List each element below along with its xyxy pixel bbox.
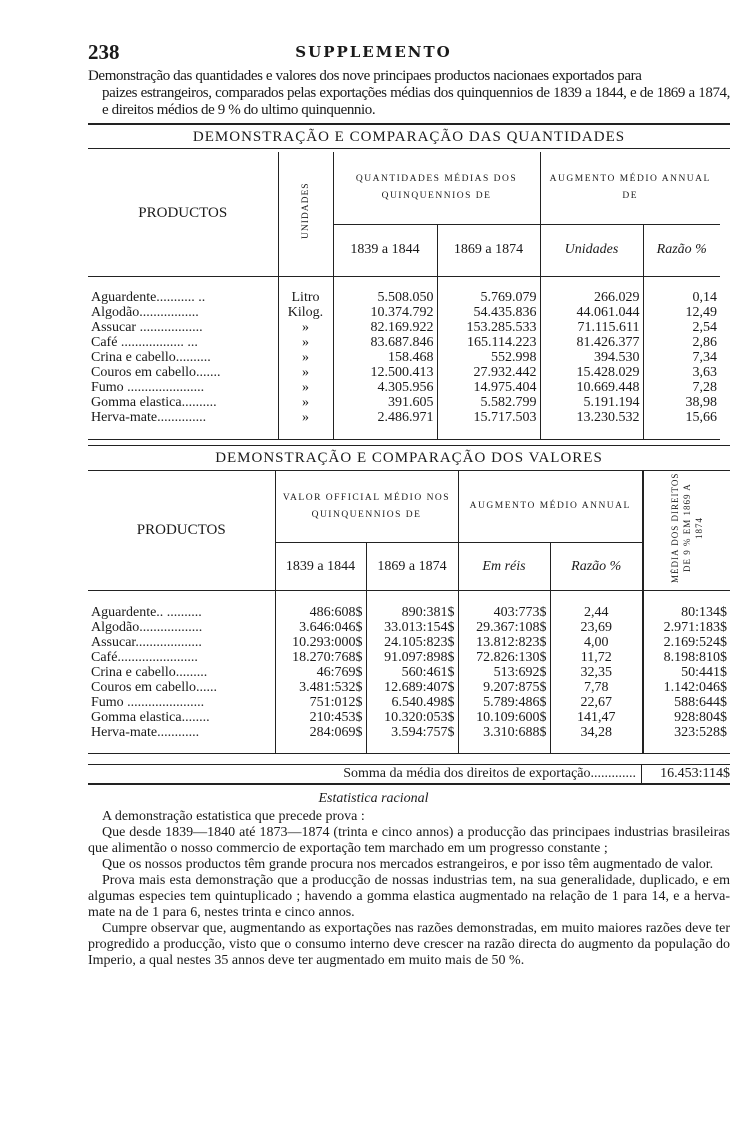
cell-value: 0,14 bbox=[643, 290, 720, 305]
cell-value: 38,98 bbox=[643, 395, 720, 410]
table-row bbox=[88, 680, 730, 695]
product-name: Assucar .................. bbox=[91, 320, 203, 335]
col-increase-ratio: Razão % bbox=[550, 543, 643, 591]
cell-value: 5.582.799 bbox=[437, 395, 540, 410]
divider bbox=[88, 148, 730, 149]
paragraph: A demonstração estatistica que precede prova : bbox=[102, 809, 365, 824]
section-heading: Estatistica racional bbox=[318, 791, 429, 806]
cell-value: 323:528$ bbox=[643, 725, 730, 740]
intro-line-2: paizes estrangeiros, comparados pelas exportações médias dos quinquennios de 1839 a 1844, e de 1869 a 1874, e direitos médios de 9 % do ultimo quinquennio. bbox=[102, 85, 730, 118]
product-name: Gomma elastica........ bbox=[91, 709, 210, 725]
body-text bbox=[88, 809, 730, 969]
cell-value: 3.646:046$ bbox=[275, 620, 366, 635]
table-row bbox=[88, 290, 720, 305]
cell-value: 18.270:768$ bbox=[275, 650, 366, 665]
col-increase-units: Unidades bbox=[540, 224, 643, 276]
product-name: Algodão.................. bbox=[91, 619, 203, 635]
table-row bbox=[88, 320, 720, 335]
cell-value: 284:069$ bbox=[275, 725, 366, 740]
cell-value: 82.169.922 bbox=[333, 320, 437, 335]
cell-value: 2,44 bbox=[550, 605, 643, 620]
cell-value: 32,35 bbox=[550, 665, 643, 680]
cell-value: Litro bbox=[278, 290, 333, 305]
cell-value: 54.435.836 bbox=[437, 305, 540, 320]
cell-value: 81.426.377 bbox=[540, 335, 643, 350]
table-row bbox=[88, 695, 730, 710]
cell-value: 10.669.448 bbox=[540, 380, 643, 395]
cell-value: 46:769$ bbox=[275, 665, 366, 680]
cell-value: 14.975.404 bbox=[437, 380, 540, 395]
cell-value: 83.687.846 bbox=[333, 335, 437, 350]
cell-value: 29.367:108$ bbox=[458, 620, 550, 635]
cell-value: 2,86 bbox=[643, 335, 720, 350]
cell-value: 403:773$ bbox=[458, 605, 550, 620]
cell-value: 13.812:823$ bbox=[458, 635, 550, 650]
table-row bbox=[88, 305, 720, 320]
cell-value: 2,54 bbox=[643, 320, 720, 335]
intro-caption bbox=[88, 68, 730, 119]
cell-value: 5.769.079 bbox=[437, 290, 540, 305]
cell-value: 15.717.503 bbox=[437, 410, 540, 425]
cell-value: 11,72 bbox=[550, 650, 643, 665]
product-name: Crina e cabello.......... bbox=[91, 350, 211, 365]
cell-value: » bbox=[278, 380, 333, 395]
cell-value: » bbox=[278, 365, 333, 380]
cell-value: 7,28 bbox=[643, 380, 720, 395]
col-increase-ratio: Razão % bbox=[643, 224, 720, 276]
cell-value: 391.605 bbox=[333, 395, 437, 410]
table-row bbox=[88, 725, 730, 740]
cell-value: 141,47 bbox=[550, 710, 643, 725]
cell-value: 15.428.029 bbox=[540, 365, 643, 380]
cell-value: 394.530 bbox=[540, 350, 643, 365]
cell-value: 10.320:053$ bbox=[366, 710, 458, 725]
group-avg-quantities: QUANTIDADES MÉDIAS DOS QUINQUENNIOS DE bbox=[333, 152, 540, 224]
cell-value: 158.468 bbox=[333, 350, 437, 365]
cell-value: 6.540.498$ bbox=[366, 695, 458, 710]
cell-value: 12,49 bbox=[643, 305, 720, 320]
cell-value: 560:461$ bbox=[366, 665, 458, 680]
cell-value: Kilog. bbox=[278, 305, 333, 320]
paragraph: Cumpre observar que, augmentando as exportações nas razões demonstradas, em muito maiores razões deve ter progredido a producção, visto que o consumo interno deve crescer na razão directa do augmento da população do Imperio, a qual nestes 35 annos deve ter augmentado em muito mais de 50 %. bbox=[88, 921, 730, 968]
table-bottom-spacer bbox=[88, 425, 720, 439]
cell-value: 10.293:000$ bbox=[275, 635, 366, 650]
cell-value: 266.029 bbox=[540, 290, 643, 305]
cell-value: 2.169:524$ bbox=[643, 635, 730, 650]
cell-value: 5.191.194 bbox=[540, 395, 643, 410]
table1-title: DEMONSTRAÇÃO E COMPARAÇÃO DAS QUANTIDADES bbox=[192, 129, 626, 145]
page-number: 238 bbox=[88, 40, 120, 64]
cell-value: 27.932.442 bbox=[437, 365, 540, 380]
table-row bbox=[88, 635, 730, 650]
product-name: Fumo ...................... bbox=[91, 380, 205, 395]
cell-value: 15,66 bbox=[643, 410, 720, 425]
cell-value: 9.207:875$ bbox=[458, 680, 550, 695]
col-products: PRODUCTOS bbox=[88, 471, 275, 591]
cell-value: 33.013:154$ bbox=[366, 620, 458, 635]
cell-value: 10.109:600$ bbox=[458, 710, 550, 725]
cell-value: 34,28 bbox=[550, 725, 643, 740]
divider bbox=[88, 123, 730, 125]
cell-value: » bbox=[278, 320, 333, 335]
paragraph: Prova mais esta demonstração que a producção de nossas industrias tem, na sua generalidade, duplicado, e em algumas especies tem quintuplicado ; havendo a gomma elastica augmentado na relação de 1 para 14, e a herva-mate na de 1 para 6, nestes trinta e cinco annos. bbox=[88, 873, 730, 920]
group-avg-values: VALOR OFFICIAL MÉDIO NOS QUINQUENNIOS DE bbox=[275, 471, 458, 543]
table-row bbox=[88, 650, 730, 665]
product-name: Crina e cabello......... bbox=[91, 664, 208, 680]
product-name: Aguardente........... .. bbox=[91, 290, 206, 305]
paragraph: Que os nossos productos têm grande procura nos mercados estrangeiros, e por isso têm augmentado de valor. bbox=[102, 857, 714, 872]
product-name: Gomma elastica.......... bbox=[91, 395, 217, 410]
values-table bbox=[88, 470, 730, 754]
col-1869-1874: 1869 a 1874 bbox=[437, 224, 540, 276]
table2-title: DEMONSTRAÇÃO E COMPARAÇÃO DOS VALORES bbox=[215, 450, 603, 466]
cell-value: 2.971:183$ bbox=[643, 620, 730, 635]
cell-value: 751:012$ bbox=[275, 695, 366, 710]
table-row bbox=[88, 710, 730, 725]
cell-value: 80:134$ bbox=[643, 605, 730, 620]
product-name: Fumo ...................... bbox=[91, 694, 205, 710]
product-name: Herva-mate............ bbox=[91, 724, 200, 740]
col-1839-1844: 1839 a 1844 bbox=[275, 543, 366, 591]
product-name: Herva-mate.............. bbox=[91, 410, 207, 425]
cell-value: 486:608$ bbox=[275, 605, 366, 620]
cell-value: 210:453$ bbox=[275, 710, 366, 725]
table-row bbox=[88, 365, 720, 380]
cell-value: 928:804$ bbox=[643, 710, 730, 725]
cell-value: 50:441$ bbox=[643, 665, 730, 680]
duties-sum-row bbox=[88, 764, 730, 785]
cell-value: 10.374.792 bbox=[333, 305, 437, 320]
cell-value: 890:381$ bbox=[366, 605, 458, 620]
cell-value: 72.826:130$ bbox=[458, 650, 550, 665]
group-annual-increase: AUGMENTO MÉDIO ANNUAL DE bbox=[540, 152, 720, 224]
group-annual-increase: AUGMENTO MÉDIO ANNUAL bbox=[458, 471, 643, 543]
cell-value: 23,69 bbox=[550, 620, 643, 635]
cell-value: » bbox=[278, 410, 333, 425]
cell-value: 513:692$ bbox=[458, 665, 550, 680]
divider bbox=[88, 445, 730, 446]
col-increase-reis: Em réis bbox=[458, 543, 550, 591]
product-name: Aguardente.. .......... bbox=[91, 604, 202, 620]
table-row bbox=[88, 380, 720, 395]
cell-value: 588:644$ bbox=[643, 695, 730, 710]
table-row bbox=[88, 395, 720, 410]
table-row bbox=[88, 350, 720, 365]
cell-value: 7,34 bbox=[643, 350, 720, 365]
product-name: Café....................... bbox=[91, 649, 198, 665]
cell-value: 552.998 bbox=[437, 350, 540, 365]
paragraph: Que desde 1839—1840 até 1873—1874 (trinta e cinco annos) a producção das principaes industrias brasileiras que alimentão o nosso commercio de exportação tem marchado em um progresso constante ; bbox=[88, 825, 730, 856]
cell-value: 8.198:810$ bbox=[643, 650, 730, 665]
table-row bbox=[88, 605, 730, 620]
col-units: UNIDADES bbox=[300, 182, 311, 240]
cell-value: 3,63 bbox=[643, 365, 720, 380]
cell-value: 12.500.413 bbox=[333, 365, 437, 380]
cell-value: 4,00 bbox=[550, 635, 643, 650]
cell-value: 165.114.223 bbox=[437, 335, 540, 350]
table-row bbox=[88, 335, 720, 350]
product-name: Café .................. ... bbox=[91, 335, 198, 350]
cell-value: 5.789:486$ bbox=[458, 695, 550, 710]
cell-value: 153.285.533 bbox=[437, 320, 540, 335]
table-row bbox=[88, 410, 720, 425]
cell-value: 12.689:407$ bbox=[366, 680, 458, 695]
table-bottom-spacer bbox=[88, 740, 730, 754]
product-name: Assucar................... bbox=[91, 634, 202, 650]
col-products: PRODUCTOS bbox=[88, 152, 278, 276]
cell-value: 2.486.971 bbox=[333, 410, 437, 425]
table-row bbox=[88, 620, 730, 635]
sum-value: 16.453:114$ bbox=[641, 765, 730, 783]
cell-value: » bbox=[278, 350, 333, 365]
cell-value: 4.305.956 bbox=[333, 380, 437, 395]
product-name: Couros em cabello....... bbox=[91, 365, 221, 380]
cell-value: 13.230.532 bbox=[540, 410, 643, 425]
cell-value: 3.481:532$ bbox=[275, 680, 366, 695]
cell-value: » bbox=[278, 395, 333, 410]
cell-value: 44.061.044 bbox=[540, 305, 643, 320]
col-duties: MÉDIA DOS DIREITOS DE 9 % EM 1869 A 1874 bbox=[670, 472, 704, 584]
cell-value: 3.310:688$ bbox=[458, 725, 550, 740]
running-head: SUPPLEMENTO bbox=[295, 43, 452, 61]
cell-value: 24.105:823$ bbox=[366, 635, 458, 650]
cell-value: 1.142:046$ bbox=[643, 680, 730, 695]
product-name: Algodão................. bbox=[91, 305, 199, 320]
cell-value: 91.097:898$ bbox=[366, 650, 458, 665]
col-1839-1844: 1839 a 1844 bbox=[333, 224, 437, 276]
cell-value: 7,78 bbox=[550, 680, 643, 695]
col-1869-1874: 1869 a 1874 bbox=[366, 543, 458, 591]
cell-value: 3.594:757$ bbox=[366, 725, 458, 740]
cell-value: 71.115.611 bbox=[540, 320, 643, 335]
cell-value: » bbox=[278, 335, 333, 350]
intro-line-1: Demonstração das quantidades e valores dos nove principaes productos nacionaes exportados para bbox=[88, 68, 642, 84]
product-name: Couros em cabello...... bbox=[91, 679, 217, 695]
cell-value: 22,67 bbox=[550, 695, 643, 710]
table-row bbox=[88, 665, 730, 680]
sum-label: Somma da média dos direitos de exportação............. bbox=[343, 766, 636, 781]
quantities-table bbox=[88, 152, 720, 440]
cell-value: 5.508.050 bbox=[333, 290, 437, 305]
